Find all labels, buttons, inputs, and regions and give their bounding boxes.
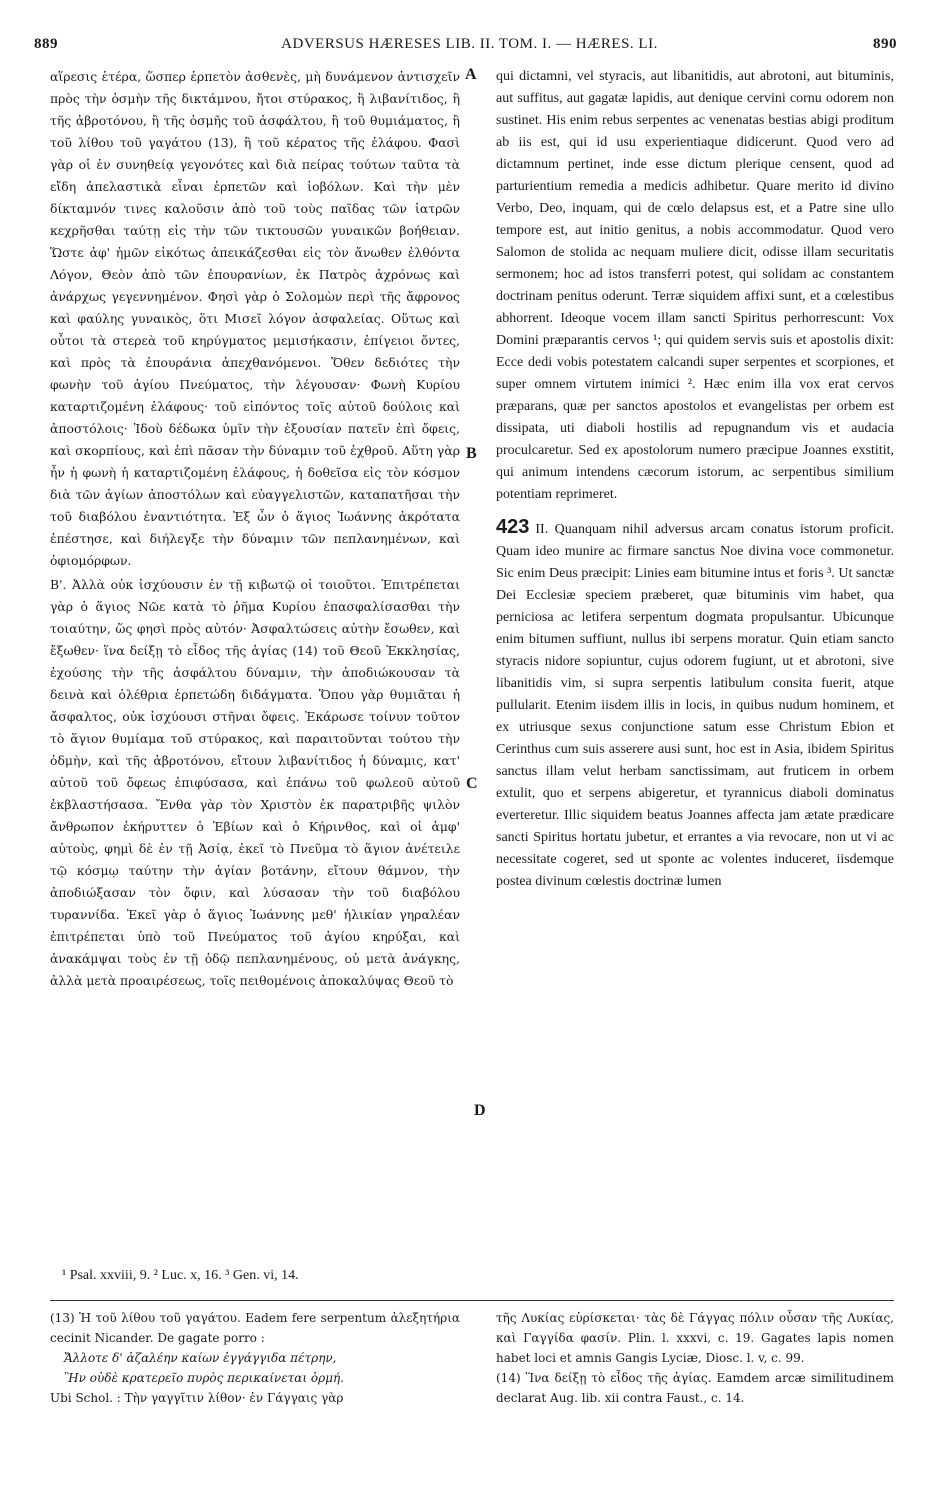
note-14: (14) Ἵνα δείξῃ τὸ εἶδος τῆς ἁγίας. Eamdem arcæ similitudinem declarat Aug. lib. xii contra Faust., c. 14.: [496, 1371, 894, 1405]
nicander-verse-2: Ἣν οὐδὲ κρατερεῖο πυρὸς περικαίνεται ὁρμή.: [64, 1371, 344, 1385]
margin-marker-c: C: [466, 775, 478, 792]
latin-paragraph-2-text: II. Quanquam nihil adversus arcam conatus istorum proficit. Quam ideo munire ac firmare sanctus Noe divina voce commonetur. Sic enim Deus præcipit: Linies eam bitumine intus et foris ³. Ut sanctæ Dei Ecclesiæ speciem præberet, quæ bituminis vim habet, qua perniciosa ac letifera serpentum dogmata propulsantur. Ubicunque enim bitumen suffiunt, nullus ibi serpens moratur. Quin etiam sancto styracis nidore sopiuntur, cujus odorem fugiunt, ut et abrotoni, sive libanitidis vim, si supra serpentis latibulum consita fuerit, atque pullularit. Etenim iisdem illis in locis, in quibus nudum hominem, et ex utriusque sexus conjunctione satum esse Christum Ebion et Cerinthus cum suis asserere ausi sunt, hoc est in Asia, ibidem Spiritus sanctus illam velut herbam sanctissimam, aut fruticem in orbem extulit, quo et serpens abigeretur, et tyrannicus diaboli dominatus everteretur. Illic siquidem beatus Joannes affecta jam ætate prædicare sancti Spiritus hortatu jubetur, et errantes a via revocare, non ut vi ac necessitate cogeret, sed ut sponte ac volentes induceret, iisdemque postea divinum cœlestis doctrinæ lumen: [496, 522, 894, 889]
scholion: Ubi Schol. : Τὴν γαγγῖτιν λίθον· ἐν Γάγγαις γὰρ: [50, 1391, 344, 1405]
page-number-right: 890: [873, 36, 897, 52]
footnote-divider: [50, 1300, 894, 1301]
notes-left: [50, 1308, 460, 1408]
greek-column: [50, 66, 460, 992]
greek-paragraph-1: αἵρεσις ἑτέρα, ὥσπερ ἑρπετὸν ἀσθενὲς, μὴ δυνάμενον ἀντισχεῖν πρὸς τὴν ὀσμὴν τῆς δικτάμνου, ἤτοι στύρακος, ἢ λιβανίτιδος, ἢ τῆς ἀβροτόνου, ἢ τῆς ὀσμῆς τοῦ ἀσφάλτου, ἢ τοῦ θυμιάματος, ἢ τοῦ λίθου τοῦ γαγάτου (13), ἢ τοῦ κέρατος τῆς ἐλάφου. Φασὶ γὰρ οἱ ἐν συνηθείᾳ γεγονότες καὶ διὰ πείρας τούτων ταῦτα τὰ εἴδη ἀπελαστικὰ εἶναι ἑρπετῶν καὶ ἰοβόλων. Καὶ τὴν μὲν δίκταμνόν τινες καλοῦσιν ἀπὸ τοῦ τοὺς παῖδας τῶν ἰατρῶν κεχρῆσθαι ταύτῃ εἰς τὴν τῶν τικτουσῶν γυναικῶν βοήθειαν. Ὥστε ἀφ' ἡμῶν εἰκότως ἀπεικάζεσθαι εἰς τὸν ἄνωθεν ἐλθόντα Λόγον, Θεὸν ἀπὸ τῶν ἐπουρανίων, ἐκ Πατρὸς ἀχρόνως καὶ ἀνάρχως γεγεννημένον. Φησὶ γὰρ ὁ Σολομὼν περὶ τῆς ἄφρονος καὶ φαύλης γυναικὸς, ὅτι Μισεῖ λόγον ἀσφαλείας. Οὕτως καὶ οὗτοι τὰ στερεὰ τοῦ κηρύγματος μεμισήκασιν, ἐπίγειοι ὄντες, καὶ πρὸς τὰ ἐπουράνια ἀπεχθανόμενοι. Ὅθεν δεδιότες τὴν φωνὴν τοῦ ἁγίου Πνεύματος, τὴν λέγουσαν· Φωνὴ Κυρίου καταρτιζομένη ἐλάφους· τοῦ εἰπόντος τοῖς αὐτοῦ δούλοις καὶ ἀποστόλοις· Ἰδοὺ δέδωκα ὑμῖν τὴν ἐξουσίαν πατεῖν ἐπὶ ὄφεις, καὶ σκορπίους, καὶ ἐπὶ πᾶσαν τὴν δύναμιν τοῦ ἐχθροῦ. Αὕτη γὰρ ἦν ἡ φωνὴ ἡ καταρτιζομένη ἐλάφους, ἡ δοθεῖσα εἰς τὸν κόσμον διὰ τῶν ἁγίων ἀποστόλων καὶ εὐαγγελιστῶν, καταπατῆσαι τὴν τοῦ διαβόλου ἐναντιότητα. Ἐξ ὧν ὁ ἅγιος Ἰωάννης ἀκρότατα ἐπέστησε, καὶ διήλεγξε τὴν δύναμιν τῶν πεπλανημένων, καὶ ὀφιομόρφων.: [50, 69, 460, 568]
latin-paragraph-1: qui dictamni, vel styracis, aut libanitidis, aut abrotoni, aut bituminis, aut suffitus, aut gagatæ lapidis, aut denique cervini cornu odorem non sustinet. His enim rebus serpentes ac venenatas bestias abigi proditum ab iis est, qui id usu experientiaque didicerunt. Quod vero ad dictamnum pertinet, inde esse dictum plerique censent, quod ad parturientium remedia a medicis adhibetur. Quare merito id divino Verbo, Deo, inquam, qui de cœlo delapsus est, et a Patre sine ullo tempore est, aut initio genitus, a nobis accommodatur. Quod vero Salomon de stolida ac nequam muliere dicit, odisse illam securitatis sermonem; hoc ad istos transferri potest, qui solidam ac constantem doctrinam penitus oderunt. Terræ siquidem affixi sunt, et a cœlestibus abhorrent. Ideoque vocem illam sancti Spiritus perhorrescunt: Vox Domini præparantis cervos ¹; qui quidem servis suis et apostolis dixit: Ecce dedi vobis potestatem calcandi super serpentes et scorpiones, et super omnem virtutem inimici ². Hæc enim illa vox erat cervos præparans, quæ per sanctos apostolos et evangelistas per orbem est dissipata, uti diaboli hostilis ad repugnandum vis et audacia proculcaretur. Sed ex apostolorum numero præcipue Joannes exstitit, qui animum intendens cæcorum istorum, ac serpentibus similium potentiam reprimeret.: [496, 69, 894, 502]
nicander-verse-1: Ἄλλοτε δ' ἀζαλέην καίων ἐγγάγγιδα πέτρην,: [64, 1351, 337, 1365]
page-number-left: 889: [34, 36, 58, 52]
notes-right: [496, 1308, 894, 1408]
margin-marker-d: D: [474, 1102, 486, 1119]
latin-paragraph-2: [496, 516, 894, 893]
running-header: [0, 36, 939, 60]
greek-paragraph-2: Β'. Ἀλλὰ οὐκ ἰσχύουσιν ἐν τῇ κιβωτῷ οἱ τοιοῦτοι. Ἐπιτρέπεται γὰρ ὁ ἅγιος Νῶε κατὰ τὸ ῥῆμα Κυρίου ἐπασφαλίσασθαι τὴν τοιαύτην, ὥς φησὶ πρὸς αὐτόν· Ἀσφαλτώσεις αὐτὴν ἔσωθεν, καὶ ἔξωθεν· ἵνα δείξῃ τὸ εἶδος τῆς ἁγίας (14) τοῦ Θεοῦ Ἐκκλησίας, ἐχούσης τὴν τῆς ἀσφάλτου δύναμιν, τὴν ἀποδιώκουσαν τὰ δεινὰ καὶ ὀλέθρια ἑρπετώδη διδάγματα. Ὅπου γὰρ θυμιᾶται ἡ ἄσφαλτος, οὐκ ἰσχύουσι στῆναι ὄφεις. Ἐκάρωσε τοίνυν τοῦτον τὸ ἅγιον θυμίαμα τοῦ στύρακος, καὶ παραιτοῦνται τούτου τὴν ὀδμὴν, καὶ τῆς ἀβροτόνου, εἴτουν λιβανίτιδος ἡ δύναμις, κατ' αὐτοῦ τοῦ ὄφεως ἐπιφύσασα, καὶ ἐπάνω τοῦ φωλεοῦ αὐτοῦ ἐκβλαστήσασα. Ἔνθα γὰρ τὸν Χριστὸν ἐκ παρατριβῆς ψιλὸν ἄνθρωπον ἐκήρυττεν ὁ Ἐβίων καὶ ὁ Κήρινθος, καὶ οἱ ἀμφ' αὐτοὺς, φημὶ δὲ ἐν τῇ Ἀσίᾳ, ἐκεῖ τὸ Πνεῦμα τὸ ἅγιον ἀνέτειλε τῷ κόσμῳ ταύτην τὴν ἁγίαν βοτάνην, εἴτουν θάμνον, τὴν ἀποδιώξασαν τὸν ὄφιν, καὶ λύσασαν τὴν τοῦ διαβόλου τυραννίδα. Ἐκεῖ γὰρ ὁ ἅγιος Ἰωάννης μεθ' ἡλικίαν γηραλέαν ἐπιτρέπεται ὑπὸ τοῦ Πνεύματος τοῦ ἁγίου κηρύξαι, καὶ ἀνακάμψαι τοὺς ἐν τῇ ὁδῷ πεπλανημένους, οὐ μετὰ ἀνάγκης, ἀλλὰ μετὰ προαιρέσεως, τοῖς πειθομένοις ἀποκαλύψας Θεοῦ τὸ: [50, 577, 460, 988]
running-title: ADVERSUS HÆRESES LIB. II. TOM. I. — HÆRES. LI.: [281, 36, 658, 52]
note-13-continued: τῆς Λυκίας εὑρίσκεται· τὰς δὲ Γάγγας πόλιν οὖσαν τῆς Λυκίας, καὶ Γαγγίδα φασίν. Plin. l. xxxvi, c. 19. Gagates lapis nomen habet loci et amnis Gangis Lyciæ, Diosc. l. v, c. 99.: [496, 1311, 894, 1365]
margin-marker-a: A: [465, 66, 477, 83]
column-number: 423: [496, 516, 530, 538]
latin-column: [496, 66, 894, 893]
margin-marker-b: B: [466, 445, 477, 462]
note-13: (13) Ἡ τοῦ λίθου τοῦ γαγάτου. Eadem fere serpentum ἀλεξητήρια cecinit Nicander. De gagate porro :: [50, 1311, 460, 1345]
scripture-footnotes: ¹ Psal. xxviii, 9. ² Luc. x, 16. ³ Gen. vi, 14.: [62, 1268, 299, 1283]
